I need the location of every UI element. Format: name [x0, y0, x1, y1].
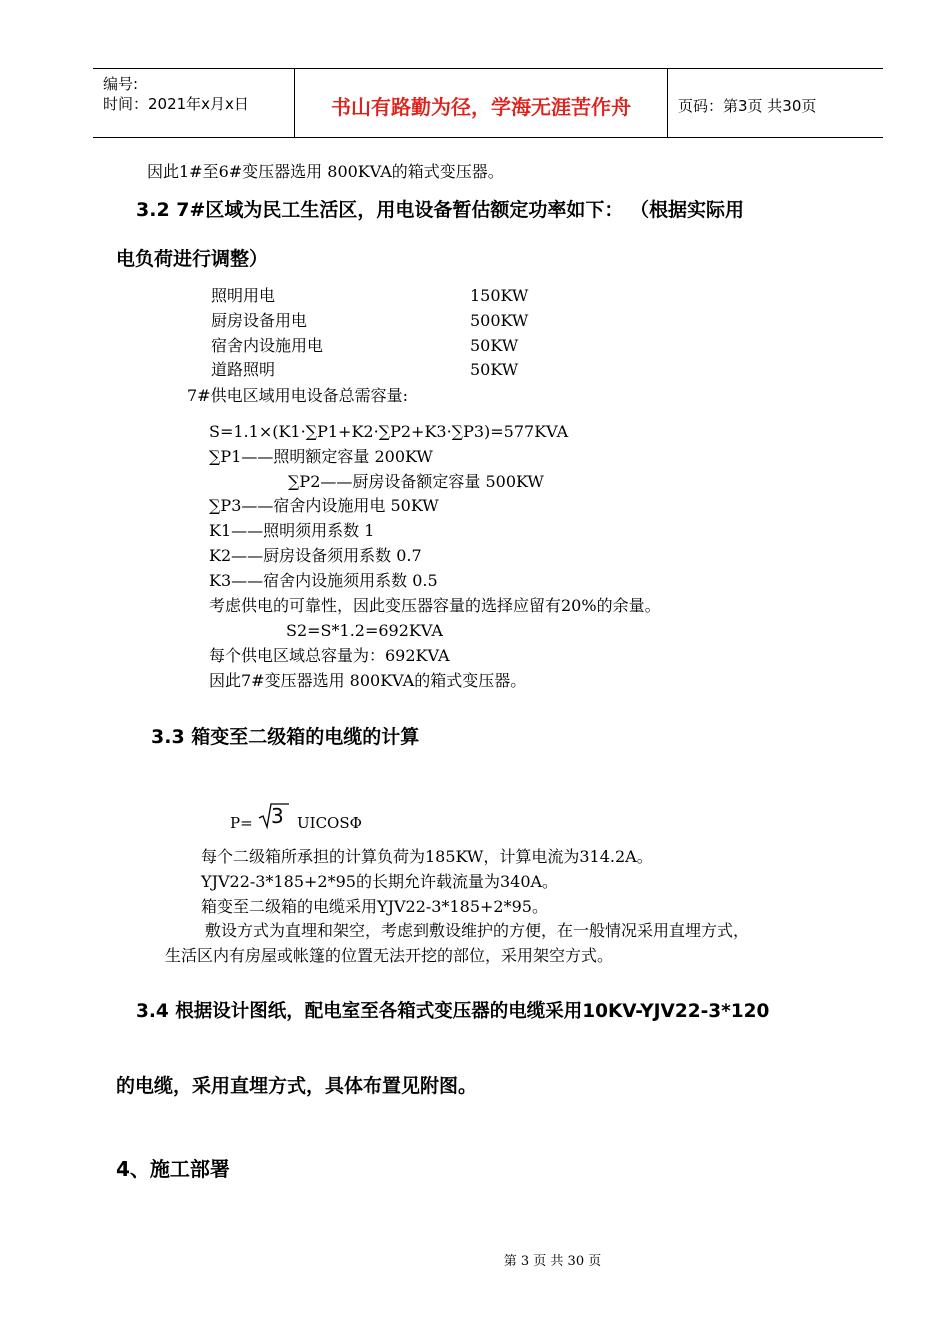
- load-item-value: 150KW: [470, 286, 529, 305]
- section-heading: 3.2 7#区域为民工生活区，用电设备暂估额定功率如下： （根据实际用: [136, 199, 745, 221]
- header-motto: 书山有路勤为径，学海无涯苦作舟: [331, 95, 631, 119]
- body-line: YJV22-3*185+2*95的长期允许载流量为340A。: [201, 872, 559, 891]
- load-item-label: 道路照明: [211, 360, 276, 379]
- body-line: 考虑供电的可靠性，因此变压器容量的选择应留有20%的余量。: [209, 596, 661, 615]
- formula-line: S2=S*1.2=692KVA: [286, 621, 443, 640]
- formula-line: K1——照明须用系数 1: [209, 521, 375, 540]
- doc-time-label: 时间：2021年x月x日: [103, 95, 249, 113]
- page-header: [93, 68, 883, 138]
- header-divider: [667, 69, 668, 137]
- load-item-value: 50KW: [470, 360, 519, 379]
- section-heading-cont: 的电缆，采用直埋方式，具体布置见附图。: [116, 1075, 478, 1097]
- formula-line: K2——厨房设备须用系数 0.7: [209, 546, 422, 565]
- body-line: 每个供电区域总容量为：692KVA: [209, 646, 450, 665]
- sqrt-radicand: 3: [271, 804, 284, 828]
- load-item-value: 50KW: [470, 336, 519, 355]
- body-line: 敷设方式为直埋和架空，考虑到敷设维护的方便，在一般情况采用直埋方式，: [205, 921, 750, 940]
- formula-line: K3——宿舍内设施须用系数 0.5: [209, 571, 438, 590]
- body-line: 生活区内有房屋或帐篷的位置无法开挖的部位，采用架空方式。: [165, 946, 614, 965]
- sqrt-symbol: [258, 802, 290, 830]
- load-item-label: 宿舍内设施用电: [211, 336, 324, 355]
- power-formula-p: P=: [230, 814, 253, 832]
- load-item-value: 500KW: [470, 311, 529, 330]
- doc-number-label: 编号:: [103, 75, 139, 93]
- body-line: 7#供电区域用电设备总需容量:: [187, 386, 408, 405]
- page-number-label: 页码：第3页 共30页: [678, 97, 817, 115]
- formula-line: S=1.1×(K1·∑P1+K2·∑P2+K3·∑P3)=577KVA: [209, 422, 569, 441]
- load-item-label: 厨房设备用电: [211, 311, 308, 330]
- section-heading: 3.3 箱变至二级箱的电缆的计算: [151, 726, 420, 748]
- body-line: 因此7#变压器选用 800KVA的箱式变压器。: [209, 671, 527, 690]
- body-line: 因此1#至6#变压器选用 800KVA的箱式变压器。: [147, 162, 504, 181]
- formula-line: ∑P2——厨房设备额定容量 500KW: [288, 472, 544, 491]
- body-line: 箱变至二级箱的电缆采用YJV22-3*185+2*95。: [201, 897, 548, 916]
- section-heading-cont: 电负荷进行调整）: [116, 248, 269, 270]
- footer-page-number: 第 3 页 共 30 页: [503, 1254, 602, 1269]
- formula-line: ∑P1——照明额定容量 200KW: [209, 447, 433, 466]
- load-item-label: 照明用电: [211, 286, 276, 305]
- power-formula-rest: UICOSΦ: [297, 814, 362, 832]
- section-heading: 4、施工部署: [116, 1157, 230, 1181]
- formula-line: ∑P3——宿舍内设施用电 50KW: [209, 496, 439, 515]
- body-line: 每个二级箱所承担的计算负荷为185KW，计算电流为314.2A。: [201, 847, 653, 866]
- section-heading: 3.4 根据设计图纸，配电室至各箱式变压器的电缆采用10KV-YJV22-3*120: [136, 1001, 770, 1022]
- page-footer: [0, 1250, 950, 1269]
